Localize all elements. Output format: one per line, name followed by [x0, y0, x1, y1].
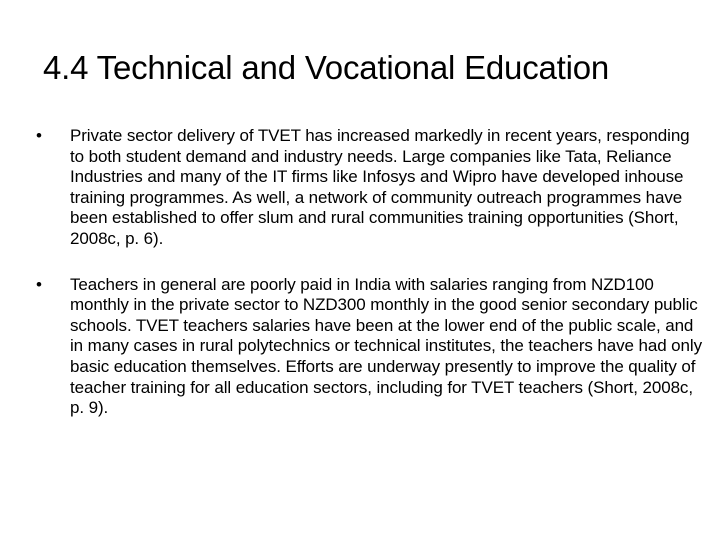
- bullet-marker: •: [36, 126, 42, 145]
- bullet-list: [36, 126, 706, 419]
- slide-title: 4.4 Technical and Vocational Education: [43, 49, 610, 86]
- bullet-item-private-sector: [36, 126, 706, 250]
- bullet-item-teacher-salaries: [36, 275, 706, 419]
- bullet-text: Private sector delivery of TVET has increased markedly in recent years, responding to both student demand and industry needs. Large companies like Tata, Reliance Industries and many of the IT firms like Infosys and Wipro have developed inhouse training programmes. As well, a network of community outreach programmes have been established to offer slum and rural communities training opportunities (Short, 2008c, p. 6).: [70, 126, 690, 248]
- bullet-text: Teachers in general are poorly paid in India with salaries ranging from NZD100 monthly in the private sector to NZD300 monthly in the good senior secondary public schools. TVET teachers salaries have been at the lower end of the public scale, and in many cases in rural polytechnics or technical institutes, the teachers have had only basic education themselves. Efforts are underway presently to improve the quality of teacher training for all education sectors, including for TVET teachers (Short, 2008c, p. 9).: [70, 274, 702, 418]
- bullet-marker: •: [36, 274, 42, 294]
